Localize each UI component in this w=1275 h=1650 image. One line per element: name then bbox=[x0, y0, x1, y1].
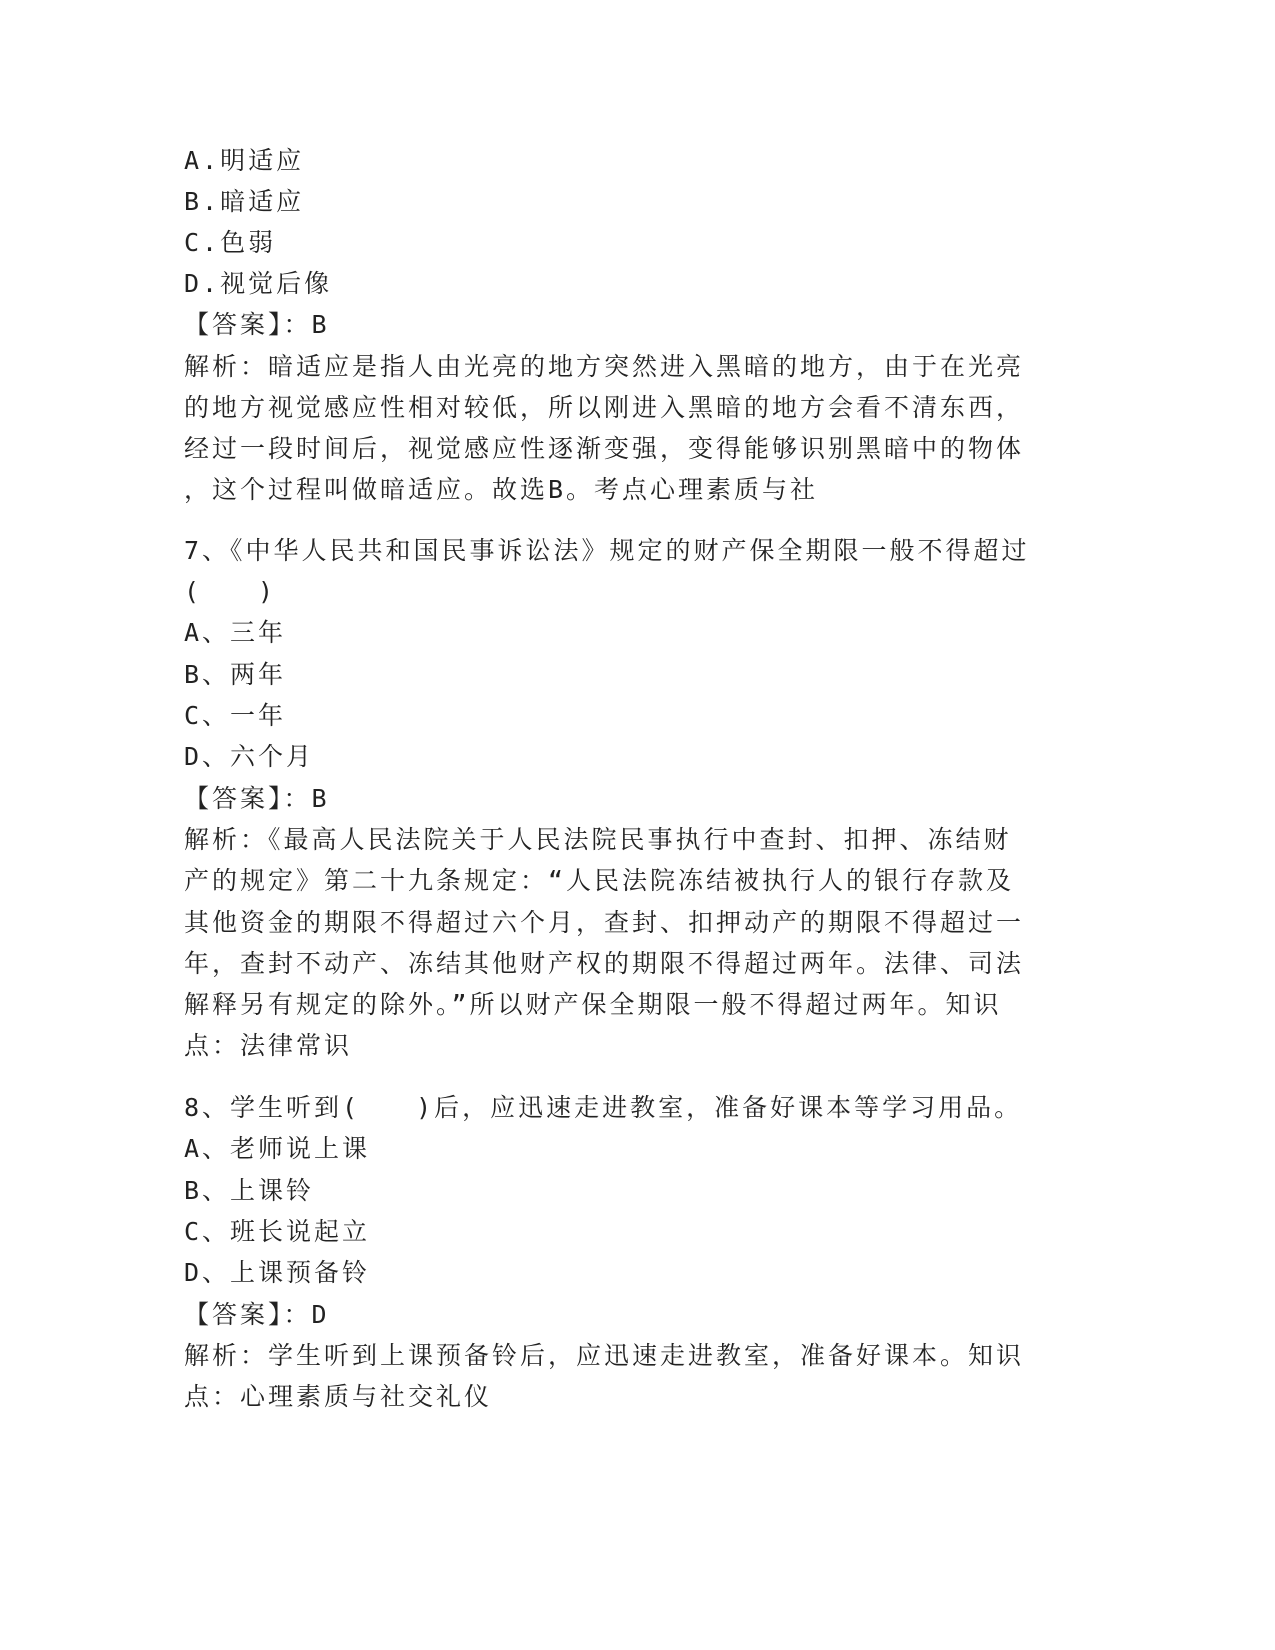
q6-analysis-line: 的地方视觉感应性相对较低，所以刚进入黑暗的地方会看不清东西， bbox=[184, 393, 1025, 422]
q7-answer: 【答案】：B bbox=[184, 784, 330, 813]
q6-option-b: B.暗适应 bbox=[184, 187, 305, 216]
q6-option-d: D.视觉后像 bbox=[184, 269, 333, 298]
q7-analysis-line: 点：法律常识 bbox=[184, 1031, 353, 1060]
q7-option-c: C、一年 bbox=[184, 701, 287, 730]
q7-analysis-line: 年，查封不动产、冻结其他财产权的期限不得超过两年。法律、司法 bbox=[184, 949, 1025, 978]
q8-option-a: A、老师说上课 bbox=[184, 1134, 371, 1163]
q8-question-line: 8、学生听到( )后，应迅速走进教室，准备好课本等学习用品。 bbox=[184, 1093, 1023, 1122]
q7-option-d: D、六个月 bbox=[184, 742, 315, 771]
q7-question-line: 7、《中华人民共和国民事诉讼法》规定的财产保全期限一般不得超过 bbox=[184, 536, 1030, 565]
q7-analysis-line: 其他资金的期限不得超过六个月，查封、扣押动产的期限不得超过一 bbox=[184, 908, 1025, 937]
q7-question-line: ( ) bbox=[184, 577, 277, 606]
q7-option-a: A、三年 bbox=[184, 618, 287, 647]
q7-option-b: B、两年 bbox=[184, 660, 287, 689]
q6-analysis-line: 经过一段时间后，视觉感应性逐渐变强，变得能够识别黑暗中的物体 bbox=[184, 434, 1025, 463]
q8-option-d: D、上课预备铃 bbox=[184, 1258, 371, 1287]
q8-answer: 【答案】：D bbox=[184, 1300, 330, 1329]
q8-option-b: B、上课铃 bbox=[184, 1176, 315, 1205]
q7-analysis-line: 解释另有规定的除外。”所以财产保全期限一般不得超过两年。知识 bbox=[184, 990, 1002, 1019]
q6-option-c: C.色弱 bbox=[184, 228, 277, 257]
q6-analysis-line: 解析：暗适应是指人由光亮的地方突然进入黑暗的地方，由于在光亮 bbox=[184, 352, 1025, 381]
q6-option-a: A.明适应 bbox=[184, 146, 305, 175]
q6-answer: 【答案】：B bbox=[184, 310, 330, 339]
q6-analysis-line: ，这个过程叫做暗适应。故选B。考点心理素质与社 bbox=[184, 475, 819, 504]
q7-analysis-line: 产的规定》第二十九条规定：“人民法院冻结被执行人的银行存款及 bbox=[184, 866, 1015, 895]
q8-analysis-line: 点：心理素质与社交礼仪 bbox=[184, 1382, 493, 1411]
q8-option-c: C、班长说起立 bbox=[184, 1217, 371, 1246]
q7-analysis-line: 解析：《最高人民法院关于人民法院民事执行中查封、扣押、冻结财 bbox=[184, 825, 1012, 854]
q8-analysis-line: 解析：学生听到上课预备铃后，应迅速走进教室，准备好课本。知识 bbox=[184, 1341, 1025, 1370]
